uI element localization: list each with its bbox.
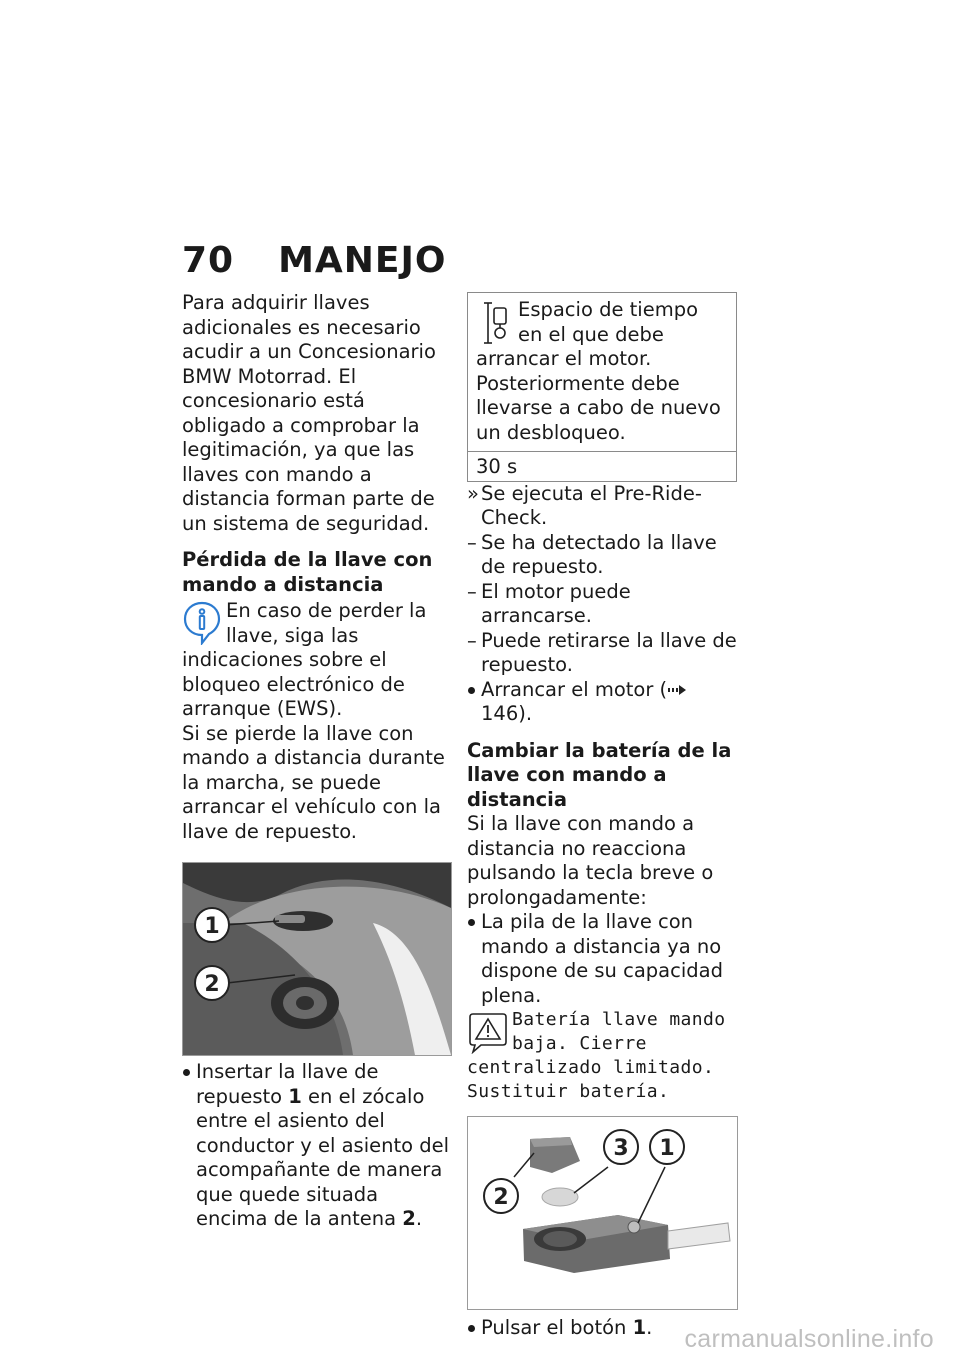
result-line <box>467 482 739 531</box>
dash-mark: – <box>467 579 477 603</box>
dash-mark: – <box>467 530 477 554</box>
ref-number-1: 1 <box>632 1316 647 1339</box>
warning-display-message <box>467 1008 739 1104</box>
warning-text: Batería llave mando baja. Cierre centralizado limitado. Sustituir batería. <box>467 1009 726 1102</box>
dash-mark: – <box>467 628 477 652</box>
list-item-start-engine <box>467 678 739 727</box>
dash-item-2 <box>467 580 739 629</box>
figure-seat-socket <box>182 862 452 1056</box>
list-item-text: Insertar la llave de repuesto <box>196 1060 379 1108</box>
result-text: Se ejecuta el Pre-Ride-Check. <box>481 481 702 529</box>
result-mark: » <box>467 481 479 505</box>
timer-box <box>467 292 737 482</box>
timer-box-text: Espacio de tiempo en el que debe arrancar el motor. Posteriormente debe llevarse a cabo de nuevo un desbloqueo. <box>476 298 721 444</box>
list-item-end: . <box>646 1316 653 1339</box>
figure-label-2: 2 <box>493 1185 509 1210</box>
figure-label-1: 1 <box>204 914 220 939</box>
dash-item-3 <box>467 629 739 678</box>
info-text: En caso de perder la llave, siga las indicaciones sobre el bloqueo electrónico de arranque (EWS). <box>182 599 427 720</box>
list-item-text-cont: en el zócalo entre el asiento del conductor y el asiento del acompañante de manera que quede situada encima de la antena <box>196 1084 450 1230</box>
list-item-end: ). <box>518 702 533 725</box>
figure-label-2: 2 <box>204 972 220 997</box>
ref-number-2: 2 <box>402 1207 416 1230</box>
list-item-end: . <box>415 1207 423 1230</box>
figure-key-battery <box>467 1116 738 1310</box>
figure-label-3: 3 <box>613 1136 629 1161</box>
dash-text-3: Puede retirarse la llave de repuesto. <box>481 628 737 676</box>
seat-socket-illustration <box>183 863 451 1055</box>
key-battery-illustration <box>468 1117 737 1309</box>
battery-paragraph: Si la llave con mando a distancia no reacciona pulsando la tecla breve o prolongadamente: <box>467 812 714 909</box>
timer-icon <box>476 300 512 346</box>
list-item-insert-key <box>182 1060 450 1232</box>
left-column <box>182 291 450 1232</box>
page-reference-arrow-icon <box>667 683 687 697</box>
lost-key-paragraph: Si se pierde la llave con mando a distancia durante la marcha, se puede arrancar el vehículo con la llave de repuesto. <box>182 721 445 843</box>
timer-box-value: 30 s <box>468 451 736 481</box>
dash-item-1 <box>467 531 739 580</box>
list-item-text: La pila de la llave con mando a distancia ya no dispone de su capacidad plena. <box>481 910 723 1007</box>
warning-icon <box>467 1010 509 1054</box>
section-heading-lost-key: Pérdida de la llave con mando a distancia <box>182 548 433 596</box>
dash-text-2: El motor puede arrancarse. <box>481 579 631 627</box>
section-heading-battery: Cambiar la batería de la llave con mando a distancia <box>467 738 732 811</box>
page-header <box>182 240 447 281</box>
dash-text-1: Se ha detectado la llave de repuesto. <box>481 530 717 578</box>
info-icon <box>182 599 222 645</box>
list-item-text: Arrancar el motor ( <box>481 677 668 701</box>
list-item-text: Pulsar el botón <box>481 1316 627 1339</box>
ref-number-1: 1 <box>288 1084 302 1108</box>
page-reference[interactable]: 146 <box>481 702 519 725</box>
figure-label-1: 1 <box>659 1136 675 1161</box>
list-item-battery-low <box>467 910 739 1008</box>
page-number: 70 <box>182 240 235 281</box>
info-note <box>182 599 450 722</box>
page-title: MANEJO <box>278 240 447 281</box>
intro-paragraph: Para adquirir llaves adicionales es necesario acudir a un Concesionario BMW Motorrad. El concesionario está obligado a comprobar la legitimación, ya que las llaves con mando a distancia forman parte de un sistema de seguridad. <box>182 291 436 535</box>
watermark: carmanualsonline.info <box>684 1325 934 1353</box>
right-column <box>467 292 739 1341</box>
